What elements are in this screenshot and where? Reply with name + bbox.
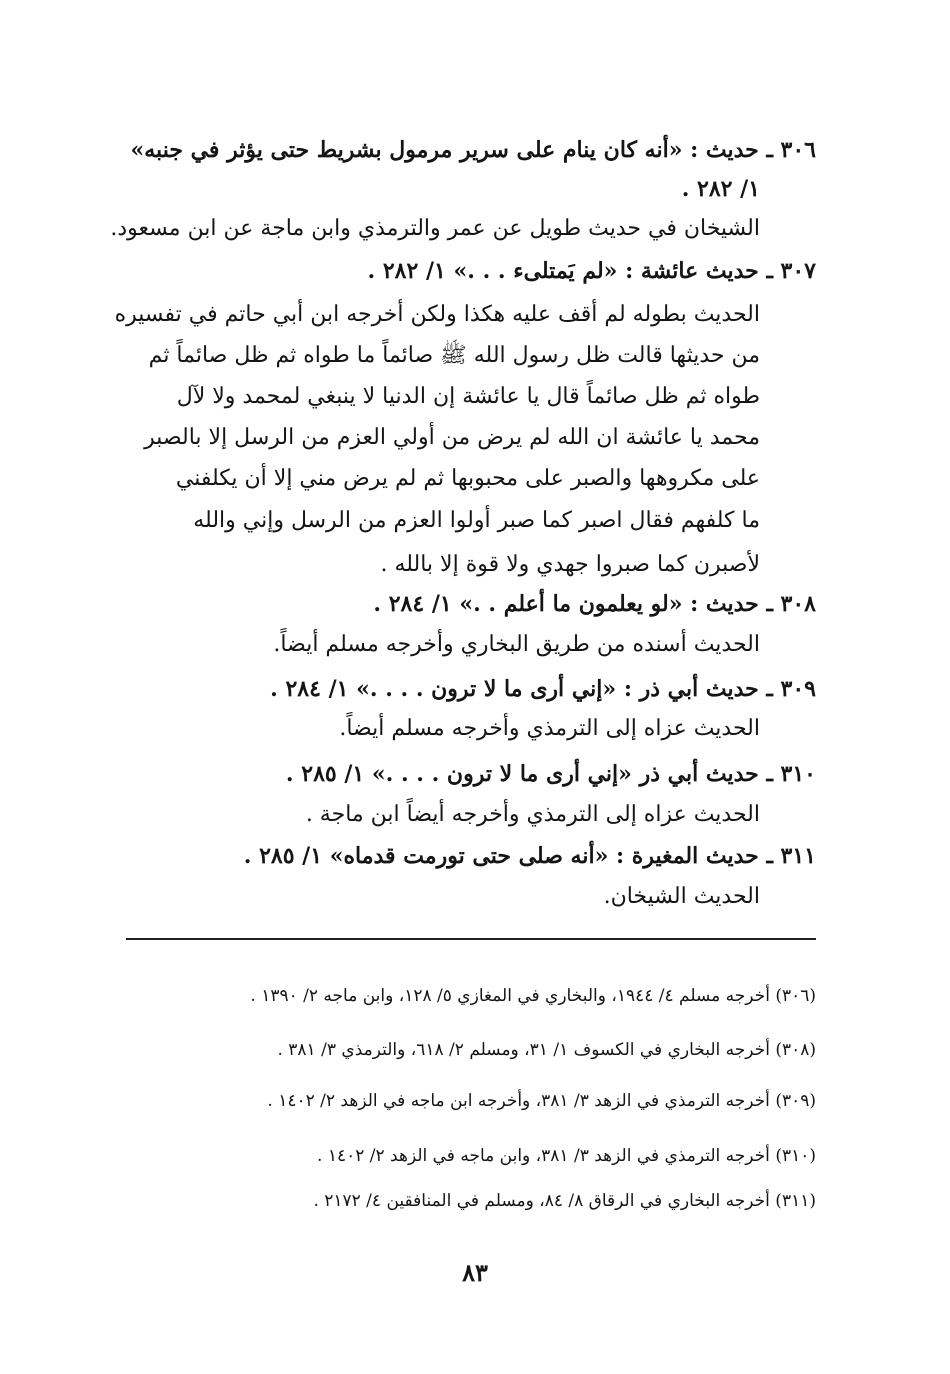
entry-309-body-line: الحديث عزاه إلى الترمذي وأخرجه مسلم أيضاً.	[339, 716, 760, 741]
entry-311-quote: «أنه صلى حتى تورمت قدماه»	[329, 843, 609, 869]
footnote-308: (٣٠٨) أخرجه البخاري في الكسوف ١/ ٣١، ومسلم ٢/ ٦١٨، والترمذي ٣/ ٣٨١ .	[277, 1040, 816, 1060]
footnote-309: (٣٠٩) أخرجه الترمذي في الزهد ٣/ ٣٨١، وأخرجه ابن ماجه في الزهد ٢/ ١٤٠٢ .	[267, 1091, 816, 1111]
footnote-306: (٣٠٦) أخرجه مسلم ٤/ ١٩٤٤، والبخاري في المغازي ٥/ ١٢٨، وابن ماجه ٢/ ١٣٩٠ .	[250, 986, 816, 1006]
entry-306-quote: «أنه كان ينام على سرير مرمول بشريط حتى يؤثر في جنبه»	[130, 137, 683, 163]
entry-306-heading	[131, 136, 816, 166]
entry-307-body-line: ما كلفهم فقال اصبر كما صبر أولوا العزم من الرسل وإني والله	[193, 508, 760, 533]
entry-310-ref: ١/ ٢٨٥ .	[285, 761, 365, 787]
entry-310-quote: «إني أرى ما لا ترون . . . .»	[371, 761, 632, 787]
entry-306-body-line: الشيخان في حديث طويل عن عمر والترمذي وابن ماجة عن ابن مسعود.	[110, 216, 760, 241]
entry-309-label: ٣٠٩ ـ حديث أبي ذر :	[623, 676, 816, 702]
entry-308-body-line: الحديث أسنده من طريق البخاري وأخرجه مسلم أيضاً.	[273, 632, 760, 657]
footnote-divider	[126, 938, 816, 940]
entry-310-body-line: الحديث عزاه إلى الترمذي وأخرجه أيضاً ابن ماجة .	[305, 802, 760, 827]
entry-307-body-line: الحديث بطوله لم أقف عليه هكذا ولكن أخرجه ابن أبي حاتم في تفسيره	[114, 302, 760, 327]
entry-307-body-line: محمد يا عائشة ان الله لم يرض من أولي العزم من الرسل إلا بالصبر	[144, 425, 760, 450]
entry-311-label: ٣١١ ـ حديث المغيرة :	[616, 843, 816, 869]
entry-308-ref: ١/ ٢٨٤ .	[373, 591, 452, 617]
entry-308-label: ٣٠٨ ـ حديث :	[690, 591, 816, 617]
footnote-311: (٣١١) أخرجه البخاري في الرقاق ٨/ ٨٤، ومسلم في المنافقين ٤/ ٢١٧٢ .	[313, 1191, 816, 1211]
entry-306-label: ٣٠٦ ـ حديث :	[690, 137, 816, 163]
entry-311-heading	[244, 842, 816, 872]
entry-309-ref: ١/ ٢٨٤ .	[270, 676, 349, 702]
entry-308-quote: «لو يعلمون ما أعلم . .»	[459, 591, 683, 617]
entry-310-heading	[286, 760, 816, 790]
entry-307-heading	[368, 257, 816, 287]
entry-307-label: ٣٠٧ ـ حديث عائشة :	[625, 258, 816, 284]
entry-307-quote: «لم يَمتلىء . . .»	[453, 258, 618, 284]
entry-311-body-line: الحديث الشيخان.	[603, 884, 760, 909]
page-number: ٨٣	[462, 1258, 488, 1287]
entry-307-body-line: من حديثها قالت ظل رسول الله ﷺ صائماً ما طواه ثم ظل صائماً ثم	[148, 343, 760, 368]
entry-309-quote: «إني أرى ما لا ترون . . . .»	[356, 676, 617, 702]
entry-309-heading	[270, 675, 816, 705]
entry-306-ref: ١/ ٢٨٢ .	[681, 176, 760, 202]
entry-308-heading	[373, 590, 816, 620]
entry-307-body-line: طواه ثم ظل صائماً قال يا عائشة إن الدنيا لا ينبغي لمحمد ولا لآل	[176, 384, 760, 409]
entry-307-body-line: لأصبرن كما صبروا جهدي ولا قوة إلا بالله .	[380, 552, 760, 577]
footnote-310: (٣١٠) أخرجه الترمذي في الزهد ٣/ ٣٨١، وابن ماجه في الزهد ٢/ ١٤٠٢ .	[317, 1146, 816, 1166]
entry-310-label: ٣١٠ ـ حديث أبي ذر	[639, 761, 816, 787]
entry-311-ref: ١/ ٢٨٥ .	[243, 843, 323, 869]
entry-307-ref: ١/ ٢٨٢ .	[367, 258, 446, 284]
entry-307-body-line: على مكروهها والصبر على محبوبها ثم لم يرض مني إلا أن يكلفني	[175, 466, 760, 491]
